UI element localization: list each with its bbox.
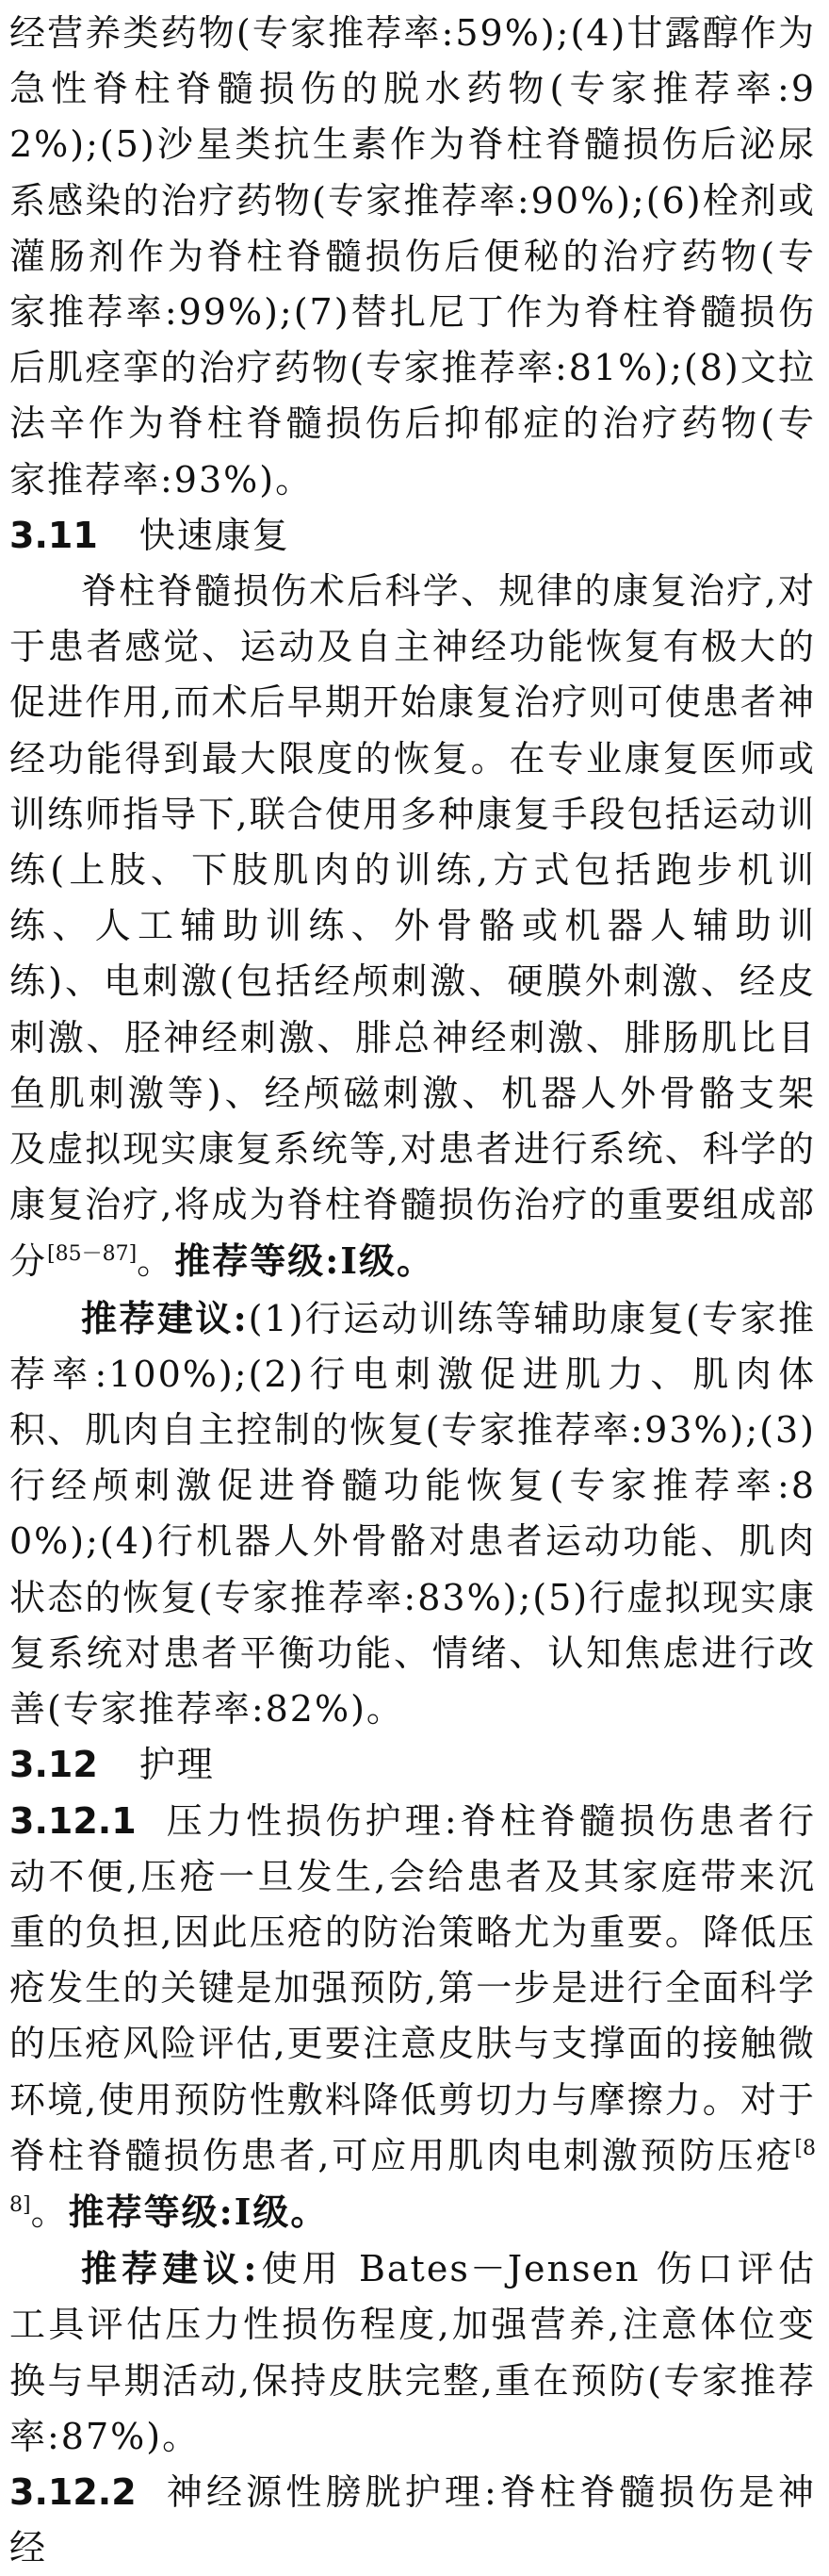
paragraph-body: 神经源性膀胱护理:脊柱脊髓损伤是神经 (9, 2470, 816, 2569)
paragraph-end: 。 (137, 1240, 175, 1283)
recommendation-text: (1)行运动训练等辅助康复(专家推荐率:100%);(2)行电刺激促进肌力、肌肉体积、肌肉自主控制的恢复(专家推荐率:93%);(3)行经颅刺激促进脊髓功能恢复(专家推荐率:80%);(4)行机器人外骨骼对患者运动功能、肌肉状态的恢复(专家推荐率:83%);(5)行虚拟现实康复系统对患者平衡功能、情绪、认知焦虑进行改善(专家推荐率:82%)。 (9, 1297, 816, 1731)
section-title: 快速康复 (138, 514, 290, 556)
citation-ref: [88] (9, 2136, 816, 2217)
recommendation-label: 推荐建议: (81, 2247, 259, 2290)
recommendation-label: 推荐建议: (81, 1296, 249, 1339)
recommendation-grade: 推荐等级:Ⅰ级。 (174, 1239, 434, 1283)
subsection-number: 3.12.1 (9, 1799, 137, 1842)
neurogenic-bladder-paragraph (9, 2465, 816, 2576)
recommendation-grade: 推荐等级:Ⅰ级。 (68, 2190, 329, 2233)
paragraph-body: 脊柱脊髓损伤术后科学、规律的康复治疗,对于患者感觉、运动及自主神经功能恢复有极大的促进作用,而术后早期开始康复治疗则可使患者神经功能得到最大限度的恢复。在专业康复医师或训练师指导下,联合使用多种康复手段包括运动训练(上肢、下肢肌肉的训练,方式包括跑步机训练、人工辅助训练、外骨骼或机器人辅助训练)、电刺激(包括经颅刺激、硬膜外刺激、经皮刺激、胫神经刺激、腓总神经刺激、腓肠肌比目鱼肌刺激等)、经颅磁刺激、机器人外骨骼支架及虚拟现实康复系统等,对患者进行系统、科学的康复治疗,将成为脊柱脊髓损伤治疗的重要组成部分 (9, 570, 816, 1283)
section-number: 3.12 (9, 1744, 98, 1786)
rehab-recommendation (9, 1290, 816, 1738)
section-number: 3.11 (9, 514, 98, 556)
paragraph-body: 压力性损伤护理:脊柱脊髓损伤患者行动不便,压疮一旦发生,会给患者及其家庭带来沉重的负担,因此压疮的防治策略尤为重要。降低压疮发生的关键是加强预防,第一步是进行全面科学的压疮风险评估,更要注意皮肤与支撑面的接触微环境,使用预防性敷料降低剪切力与摩擦力。对于脊柱脊髓损伤患者,可应用肌肉电刺激预防压疮 (9, 1799, 816, 2176)
citation-ref: [85－87] (47, 1242, 138, 1267)
subsection-number: 3.12.2 (9, 2470, 137, 2513)
continuation-paragraph: 经营养类药物(专家推荐率:59%);(4)甘露醇作为急性脊柱脊髓损伤的脱水药物(专家推荐率:92%);(5)沙星类抗生素作为脊柱脊髓损伤后泌尿系感染的治疗药物(专家推荐率:90%);(6)栓剂或灌肠剂作为脊柱脊髓损伤后便秘的治疗药物(专家推荐率:99%);(7)替扎尼丁作为脊柱脊髓损伤后肌痉挛的治疗药物(专家推荐率:81%);(8)文拉法辛作为脊柱脊髓损伤后抑郁症的治疗药物(专家推荐率:93%)。 (9, 12, 816, 500)
paragraph-end: 。 (30, 2190, 69, 2233)
pressure-injury-paragraph (9, 1794, 816, 2241)
section-heading-3-11 (9, 508, 816, 564)
section-heading-3-12 (9, 1737, 816, 1793)
section-title: 护理 (138, 1744, 215, 1786)
recommendation-text: 使用 Bates－Jensen 伤口评估工具评估压力性损伤程度,加强营养,注意体位变换与早期活动,保持皮肤完整,重在预防(专家推荐率:87%)。 (9, 2248, 816, 2457)
pressure-injury-recommendation (9, 2240, 816, 2465)
rehab-paragraph (9, 564, 816, 1290)
